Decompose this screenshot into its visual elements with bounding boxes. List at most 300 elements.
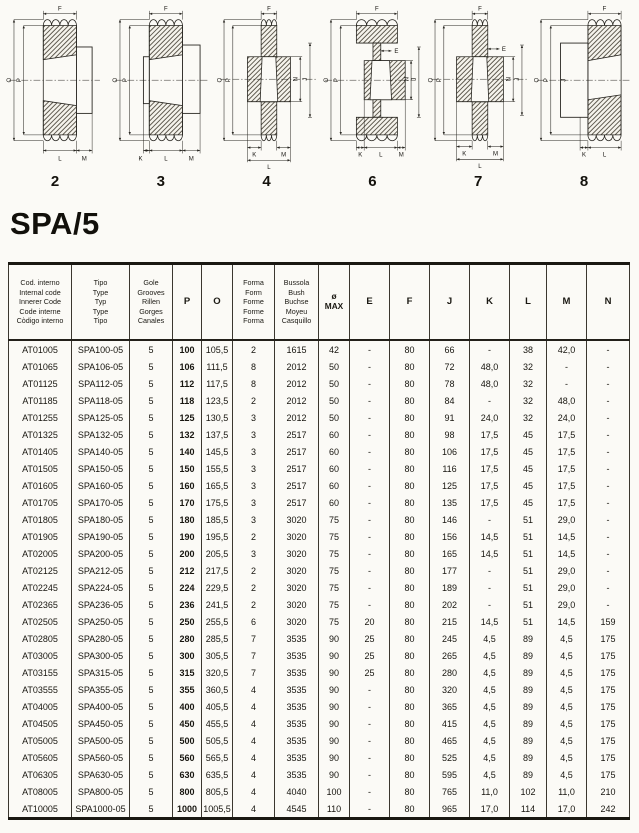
table-cell: - [587,443,630,460]
table-cell: 90 [319,664,350,681]
table-cell: AT06305 [9,766,72,783]
table-cell: 5 [130,392,173,409]
table-cell: 205,5 [202,545,233,562]
table-cell: 8 [233,358,275,375]
pulley-form-diagram-7 [427,4,529,190]
table-cell: 80 [390,340,430,358]
table-cell: - [350,698,390,715]
table-cell: SPA630-05 [72,766,130,783]
table-cell: 525 [430,749,470,766]
table-row [9,698,630,715]
table-cell: - [470,562,510,579]
table-cell: 80 [390,630,430,647]
table-row [9,562,630,579]
table-cell: 505,5 [202,732,233,749]
table-cell: 5 [130,613,173,630]
table-cell: - [350,545,390,562]
table-cell: - [350,732,390,749]
table-row [9,783,630,800]
table-cell: 48,0 [470,375,510,392]
table-cell: AT05005 [9,732,72,749]
table-cell: 75 [319,596,350,613]
table-cell: AT03005 [9,647,72,664]
table-cell: 565,5 [202,749,233,766]
table-cell: 2 [233,340,275,358]
table-cell: AT01065 [9,358,72,375]
column-header: N [587,264,630,341]
pulley-form-diagram-4 [216,4,318,190]
svg-text:F: F [375,6,380,13]
table-cell: 5 [130,511,173,528]
table-row [9,477,630,494]
table-cell: 160 [173,477,202,494]
table-cell: 5 [130,443,173,460]
table-cell: 175 [587,732,630,749]
table-cell: 185,5 [202,511,233,528]
table-cell: 11,0 [470,783,510,800]
table-cell: 45 [510,443,547,460]
table-cell: 24,0 [547,409,587,426]
table-cell: 3535 [275,664,319,681]
table-cell: 2012 [275,358,319,375]
table-cell: - [587,392,630,409]
column-header: F [390,264,430,341]
table-cell: 25 [350,630,390,647]
table-cell: 800 [173,783,202,800]
table-cell: 29,0 [547,562,587,579]
svg-text:K: K [251,152,256,159]
svg-text:F: F [266,6,271,13]
table-cell: 5 [130,715,173,732]
table-cell: 38 [510,340,547,358]
table-cell: SPA400-05 [72,698,130,715]
table-row [9,715,630,732]
table-cell: 89 [510,664,547,681]
table-cell: 80 [390,681,430,698]
column-header: E [350,264,390,341]
table-cell: - [587,528,630,545]
table-cell: 5 [130,562,173,579]
column-header: J [430,264,470,341]
svg-text:P: P [437,78,444,83]
table-cell: 3535 [275,681,319,698]
table-cell: 80 [390,562,430,579]
table-cell: 80 [390,358,430,375]
table-cell: 145,5 [202,443,233,460]
table-cell: 6 [233,613,275,630]
svg-text:O: O [7,77,14,83]
table-cell: 202 [430,596,470,613]
table-cell: SPA170-05 [72,494,130,511]
table-cell: 217,5 [202,562,233,579]
table-cell: 500 [173,732,202,749]
table-cell: 4,5 [547,732,587,749]
table-cell: 91 [430,409,470,426]
table-cell: 765 [430,783,470,800]
table-cell: - [587,511,630,528]
table-cell: 7 [233,630,275,647]
table-cell: - [350,375,390,392]
table-cell: 48,0 [547,392,587,409]
table-cell: AT04505 [9,715,72,732]
table-cell: 17,5 [547,460,587,477]
table-cell: 80 [390,443,430,460]
table-row [9,596,630,613]
table-cell: 3535 [275,766,319,783]
svg-text:L: L [379,152,383,159]
table-cell: 51 [510,545,547,562]
table-cell: 4,5 [470,630,510,647]
table-cell: 4,5 [470,664,510,681]
table-cell: 3 [233,511,275,528]
table-cell: - [470,596,510,613]
table-row [9,511,630,528]
table-cell: SPA200-05 [72,545,130,562]
table-row [9,749,630,766]
table-cell: 29,0 [547,511,587,528]
svg-text:K: K [138,156,143,163]
table-cell: 89 [510,732,547,749]
table-cell: 112 [173,375,202,392]
column-header: Bussola Bush Buchse Moyeu Casquillo [275,264,319,341]
table-row [9,443,630,460]
table-cell: 75 [319,511,350,528]
table-cell: SPA355-05 [72,681,130,698]
svg-text:M: M [280,152,286,159]
svg-text:N: N [404,77,411,82]
table-row [9,409,630,426]
table-cell: - [470,579,510,596]
table-cell: 5 [130,477,173,494]
table-cell: - [587,340,630,358]
table-cell: 80 [390,596,430,613]
table-cell: - [547,358,587,375]
table-cell: 5 [130,426,173,443]
table-cell: 4040 [275,783,319,800]
table-cell: - [350,783,390,800]
table-row [9,545,630,562]
svg-text:N: N [506,77,513,82]
table-cell: 80 [390,528,430,545]
table-cell: 117,5 [202,375,233,392]
table-cell: 5 [130,545,173,562]
svg-text:P: P [122,78,129,83]
table-cell: SPA212-05 [72,562,130,579]
table-row [9,664,630,681]
table-cell: 3 [233,460,275,477]
table-cell: 236 [173,596,202,613]
table-cell: 4 [233,766,275,783]
table-cell: 80 [390,783,430,800]
svg-text:O: O [428,77,435,83]
table-cell: 100 [173,340,202,358]
table-cell: 3 [233,443,275,460]
svg-text:O: O [216,77,223,83]
table-cell: 8 [233,375,275,392]
table-cell: 17,5 [547,494,587,511]
table-cell: 137,5 [202,426,233,443]
table-cell: 320,5 [202,664,233,681]
table-cell: 111,5 [202,358,233,375]
table-cell: 20 [350,613,390,630]
table-cell: 3535 [275,698,319,715]
table-cell: 48,0 [470,358,510,375]
table-cell: - [350,426,390,443]
table-row [9,579,630,596]
table-cell: 455,5 [202,715,233,732]
table-cell: AT02805 [9,630,72,647]
table-cell: 5 [130,579,173,596]
form-number: 2 [50,173,60,190]
table-cell: 32 [510,409,547,426]
table-cell: AT02005 [9,545,72,562]
table-cell: 210 [587,783,630,800]
table-cell: 102 [510,783,547,800]
svg-text:J: J [412,77,419,81]
pulley-cross-section-form-4-icon [216,4,318,172]
table-row [9,630,630,647]
table-cell: 7 [233,664,275,681]
table-cell: 4 [233,732,275,749]
table-cell: 3 [233,494,275,511]
table-row [9,494,630,511]
table-cell: SPA560-05 [72,749,130,766]
table-cell: 116 [430,460,470,477]
table-cell: 5 [130,800,173,819]
table-cell: 2 [233,528,275,545]
table-cell: - [350,715,390,732]
table-cell: 4 [233,800,275,819]
table-cell: - [350,562,390,579]
table-cell: 17,5 [470,426,510,443]
table-cell: - [350,443,390,460]
table-cell: - [587,409,630,426]
table-cell: 29,0 [547,596,587,613]
table-cell: 5 [130,375,173,392]
table-cell: 118 [173,392,202,409]
table-cell: 146 [430,511,470,528]
svg-text:J: J [302,77,309,81]
table-cell: 89 [510,698,547,715]
table-cell: AT01255 [9,409,72,426]
table-cell: 5 [130,409,173,426]
table-cell: 14,5 [547,613,587,630]
table-body [9,340,630,819]
table-cell: 50 [319,358,350,375]
table-cell: SPA250-05 [72,613,130,630]
page-title: SPA/5 [10,206,100,241]
svg-text:M: M [399,152,405,159]
table-cell: - [350,579,390,596]
form-number: 8 [579,173,589,190]
table-row [9,647,630,664]
table-cell: 255,5 [202,613,233,630]
table-cell: 4,5 [470,749,510,766]
table-cell: 66 [430,340,470,358]
table-cell: - [350,392,390,409]
table-cell: AT05605 [9,749,72,766]
table-cell: - [587,477,630,494]
form-number: 6 [368,173,377,190]
pulley-form-diagram-2 [4,4,106,190]
table-cell: 60 [319,443,350,460]
table-cell: 200 [173,545,202,562]
table-cell: 156 [430,528,470,545]
table-cell: 400 [173,698,202,715]
pulley-cross-section-form-3-icon [110,4,212,172]
svg-text:F: F [478,6,482,13]
table-cell: 80 [390,766,430,783]
table-cell: 14,5 [547,545,587,562]
table-cell: 5 [130,749,173,766]
table-cell: 175 [587,749,630,766]
table-cell: - [587,460,630,477]
table-cell: 32 [510,392,547,409]
table-cell: 132 [173,426,202,443]
table-cell: 125 [173,409,202,426]
svg-text:L: L [58,156,62,163]
table-cell: 5 [130,681,173,698]
table-cell: - [470,392,510,409]
spec-table [8,262,630,820]
table-cell: SPA106-05 [72,358,130,375]
table-cell: 165 [430,545,470,562]
table-cell: 155,5 [202,460,233,477]
table-cell: 5 [130,630,173,647]
table-cell: 3535 [275,715,319,732]
table-cell: 175 [587,664,630,681]
svg-text:K: K [358,152,363,159]
table-cell: 320 [430,681,470,698]
svg-text:P: P [225,78,232,83]
table-cell: 29,0 [547,579,587,596]
table-cell: 110 [319,800,350,819]
svg-text:E: E [502,46,507,53]
table-cell: 4,5 [470,681,510,698]
table-cell: 241,5 [202,596,233,613]
table-cell: 4,5 [547,681,587,698]
column-header: Cod. interno Internal code Innerer Code Code interne Còdigo interno [9,264,72,341]
svg-text:M: M [188,156,194,163]
table-cell: 175 [587,715,630,732]
table-cell: 265 [430,647,470,664]
table-cell: 80 [390,732,430,749]
table-cell: 80 [390,511,430,528]
table-cell: SPA450-05 [72,715,130,732]
table-cell: 405,5 [202,698,233,715]
table-cell: AT01005 [9,340,72,358]
table-cell: 2517 [275,443,319,460]
table-cell: 360,5 [202,681,233,698]
table-cell: 84 [430,392,470,409]
table-cell: 365 [430,698,470,715]
table-cell: - [587,358,630,375]
form-number: 7 [474,173,483,190]
pulley-form-diagrams [4,4,635,190]
table-cell: 4,5 [547,766,587,783]
table-cell: SPA300-05 [72,647,130,664]
table-cell: 3020 [275,613,319,630]
pulley-cross-section-form-2-icon [4,4,106,172]
pulley-form-diagram-3 [110,4,212,190]
table-cell: SPA140-05 [72,443,130,460]
table-cell: SPA150-05 [72,460,130,477]
table-row [9,613,630,630]
table-cell: 5 [130,460,173,477]
form-number: 4 [262,173,271,190]
table-cell: 3535 [275,630,319,647]
table-cell: 89 [510,715,547,732]
table-cell: 5 [130,494,173,511]
table-cell: 80 [390,426,430,443]
table-cell: 90 [319,749,350,766]
table-cell: - [350,409,390,426]
table-cell: 4,5 [547,664,587,681]
table-cell: AT02365 [9,596,72,613]
table-cell: 75 [319,613,350,630]
table-cell: 4,5 [547,647,587,664]
table-cell: 51 [510,596,547,613]
table-row [9,358,630,375]
table-cell: SPA160-05 [72,477,130,494]
svg-text:L: L [478,164,482,171]
table-cell: 80 [390,613,430,630]
svg-text:O: O [324,77,331,83]
table-cell: 175,5 [202,494,233,511]
table-cell: 42,0 [547,340,587,358]
svg-text:P: P [544,78,551,83]
table-cell: 315 [173,664,202,681]
table-cell: 415 [430,715,470,732]
table-cell: 3020 [275,579,319,596]
table-cell: 45 [510,477,547,494]
table-cell: 5 [130,340,173,358]
table-row [9,375,630,392]
table-cell: 80 [390,460,430,477]
table-cell: 75 [319,562,350,579]
table-cell: 106 [173,358,202,375]
table-cell: 177 [430,562,470,579]
table-cell: 5 [130,596,173,613]
table-cell: 80 [390,477,430,494]
table-cell: 2012 [275,409,319,426]
table-cell: SPA100-05 [72,340,130,358]
table-cell: - [350,749,390,766]
table-cell: 5 [130,698,173,715]
table-cell: SPA224-05 [72,579,130,596]
table-cell: 75 [319,528,350,545]
table-cell: 17,0 [547,800,587,819]
table-cell: 51 [510,562,547,579]
table-cell: 355 [173,681,202,698]
table-cell: SPA112-05 [72,375,130,392]
table-cell: 3535 [275,732,319,749]
table-cell: 90 [319,766,350,783]
table-cell: 135 [430,494,470,511]
svg-text:O: O [534,77,541,83]
column-header: Forma Form Forme Forme Forma [233,264,275,341]
table-cell: AT01805 [9,511,72,528]
svg-text:K: K [462,151,467,158]
table-cell: SPA800-05 [72,783,130,800]
table-cell: AT08005 [9,783,72,800]
table-row [9,766,630,783]
table-cell: 465 [430,732,470,749]
table-cell: AT03555 [9,681,72,698]
table-cell: 78 [430,375,470,392]
table-cell: 5 [130,732,173,749]
table-cell: 25 [350,664,390,681]
